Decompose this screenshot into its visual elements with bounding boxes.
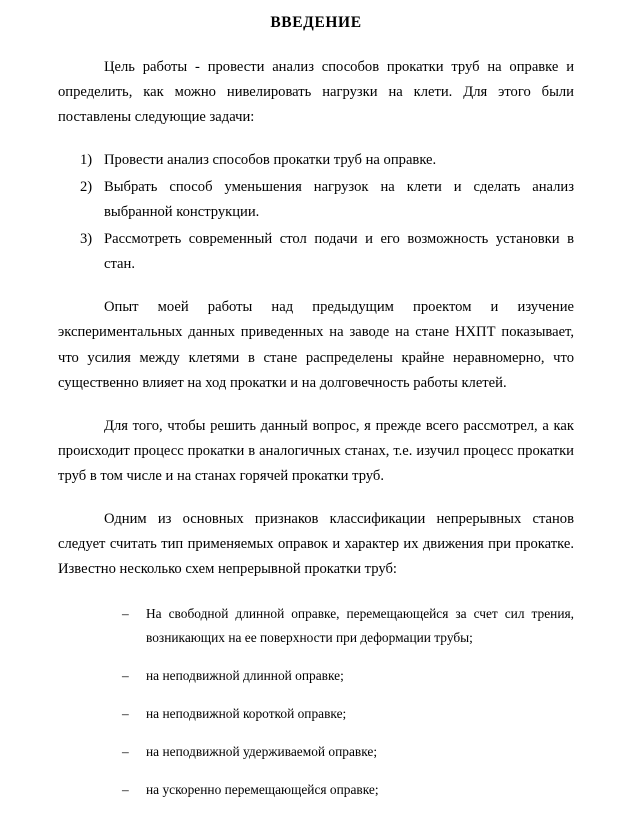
list-item [122,664,574,688]
list-item [122,740,574,764]
list-item-marker: – [122,606,129,622]
document-page [0,14,632,838]
list-item-label: на неподвижной длинной оправке; [146,668,344,683]
page-title: ВВЕДЕНИЕ [270,14,362,31]
list-item [58,227,574,277]
list-item-marker: 1) [80,151,93,168]
list-item [122,602,574,650]
list-item-label: Провести анализ способов прокатки труб на оправке. [104,151,437,168]
list-item-marker: – [122,743,129,759]
list-item [58,175,574,225]
list-item [58,148,574,173]
list-item-label: На свободной длинной оправке, перемещающейся за счет сил трения, возникающих на ее поверхности при деформации трубы; [146,606,574,646]
body-paragraph-2: Для того, чтобы решить данный вопрос, я прежде всего рассмотрел, а как происходит процесс прокатки в аналогичных станах, т.е. изучил процесс прокатки труб в том числе и на станах горячей прокатки труб. [58,417,574,484]
list-item-marker: – [122,781,129,797]
list-item-marker: 2) [80,178,93,195]
body-paragraph-1: Опыт моей работы над предыдущим проектом и изучение экспериментальных данных приведенных на заводе на стане НХПТ показывает, что усилия между клетями в стане распределены крайне неравномерно, что существенно влияет на ход прокатки и на долговечность работы клетей. [58,299,574,391]
list-item-label: Выбрать способ уменьшения нагрузок на клети и сделать анализ выбранной конструкции. [104,178,574,221]
list-item-label: на неподвижной короткой оправке; [146,705,347,721]
list-item-marker: – [122,668,129,683]
document-body [0,55,632,802]
intro-paragraph: Цель работы - провести анализ способов прокатки труб на оправке и определить, как можно нивелировать нагрузки на клети. Для этого были поставлены следующие задачи: [58,58,574,125]
list-item-label: на неподвижной удерживаемой оправке; [146,743,378,759]
scheme-list [58,602,574,801]
list-item [122,778,574,802]
list-item-label: Рассмотреть современный стол подачи и его возможность установки в стан. [104,231,574,273]
body-paragraph-3: Одним из основных признаков классификации непрерывных станов следует считать тип применяемых оправок и характер их движения при прокатке. Известно несколько схем непрерывной прокатки труб: [58,511,574,578]
list-item-label: на ускоренно перемещающейся оправке; [146,781,379,797]
list-item-marker: 3) [80,231,93,248]
task-list [58,148,574,277]
list-item [122,702,574,726]
list-item-marker: – [122,705,129,721]
